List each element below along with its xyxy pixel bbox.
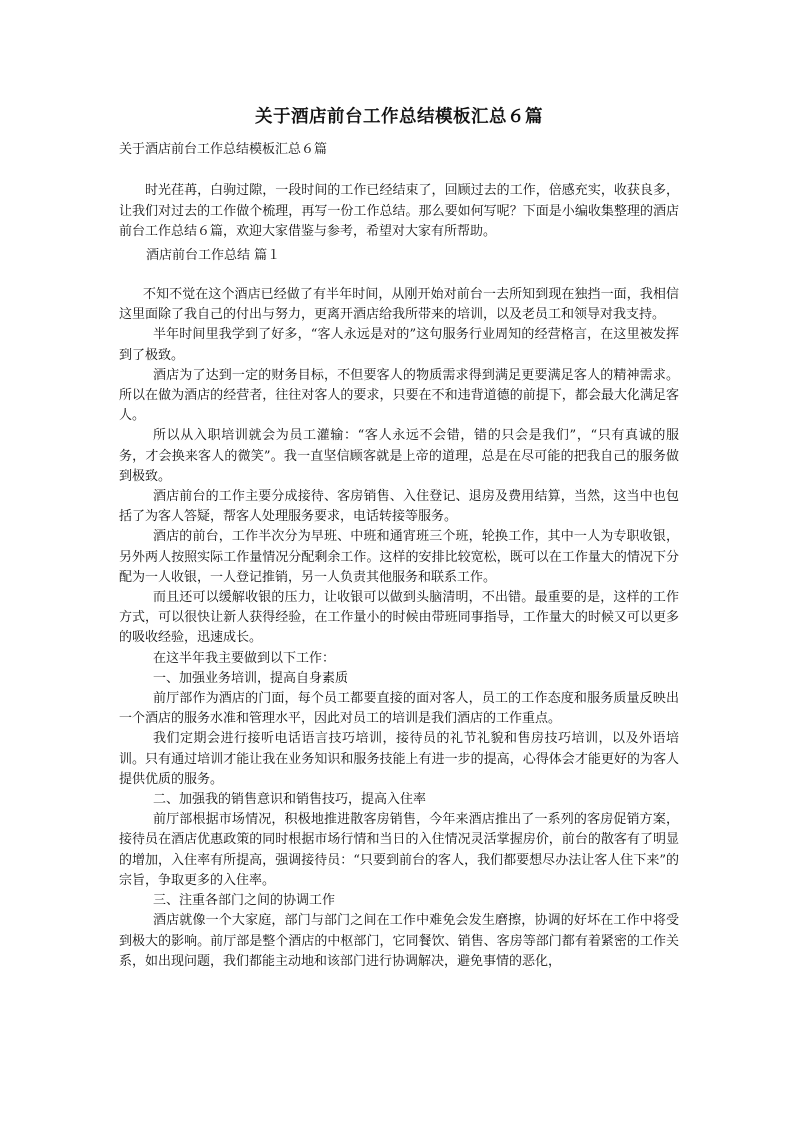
body-paragraph: 半年时间里我学到了好多，“客人永远是对的”这句服务行业周知的经营格言，在这里被发挥到了极致。 bbox=[119, 327, 679, 363]
body-paragraph: 酒店就像一个大家庭，部门与部门之间在工作中难免会发生磨擦，协调的好坏在工作中将受到极大的影响。前厅部是整个酒店的中枢部门，它同餐饮、销售、客房等部门都有着紧密的工作关系，如出现问题，我们都能主动地和该部门进行协调解决，避免事情的恶化， bbox=[119, 913, 679, 969]
document-title: 关于酒店前台工作总结模板汇总６篇 bbox=[255, 107, 543, 127]
body-paragraph: 而且还可以缓解收银的压力，让收银可以做到头脑清明，不出错。最重要的是，这样的工作方式，可以很快让新人获得经验，在工作量小的时候由带班同事指导，工作量大的时候又可以更多的吸收经验，迅速成长。 bbox=[119, 590, 679, 646]
subsection-heading: 一、加强业务培训，提高自身素质 bbox=[153, 670, 349, 686]
body-paragraph: 酒店为了达到一定的财务目标，不但要客人的物质需求得到满足更要满足客人的精神需求。所以在做为酒店的经营者，往往对客人的要求，只要在不和违背道德的前提下，都会最大化满足客人。 bbox=[119, 367, 679, 424]
body-paragraph: 在这半年我主要做到以下工作： bbox=[153, 650, 336, 666]
document-body bbox=[119, 285, 679, 972]
body-paragraph: 前厅部根据市场情况，积极地推进散客房销售，今年来酒店推出了一系列的客房促销方案，接待员在酒店优惠政策的同时根据市场行情和当日的入住情况灵活掌握房价，前台的散客有了明显的增加，入住率有所提高，强调接待员：“只要到前台的客人，我们都要想尽办法让客人住下来”的宗旨，争取更多的入住率。 bbox=[119, 812, 679, 888]
subsection-heading: 三、注重各部门之间的协调工作 bbox=[153, 893, 336, 909]
body-paragraph: 酒店前台的工作主要分成接待、客房销售、入住登记、退房及费用结算，当然，这当中也包括了为客人答疑，帮客人处理服务要求，电话转接等服务。 bbox=[119, 489, 679, 525]
body-paragraph: 前厅部作为酒店的门面，每个员工都要直接的面对客人，员工的工作态度和服务质量反映出一个酒店的服务水准和管理水平，因此对员工的培训是我们酒店的工作重点。 bbox=[119, 691, 679, 727]
body-paragraph: 所以从入职培训就会为员工灌输：“客人永远不会错，错的只会是我们”，“只有真诚的服务，才会换来客人的微笑”。我一直坚信顾客就是上帝的道理，总是在尽可能的把我自己的服务做到极致。 bbox=[119, 428, 679, 484]
body-paragraph: 我们定期会进行接听电话语言技巧培训，接待员的礼节礼貌和售房技巧培训，以及外语培训。只有通过培训才能让我在业务知识和服务技能上有进一步的提高，心得体会才能更好的为客人提供优质的服务。 bbox=[119, 731, 679, 787]
document-subtitle: 关于酒店前台工作总结模板汇总６篇 bbox=[119, 142, 328, 157]
body-paragraph: 不知不觉在这个酒店已经做了有半年时间，从刚开始对前台一去所知到现在独挡一面，我相信这里面除了我自己的付出与努力，更离开酒店给我所带来的培训，以及老员工和领导对我支持。 bbox=[119, 287, 679, 323]
subsection-heading: 二、加强我的销售意识和销售技巧，提高入住率 bbox=[153, 792, 427, 808]
section-heading: 酒店前台工作总结 篇１ bbox=[146, 248, 281, 263]
body-paragraph: 酒店的前台，工作半次分为早班、中班和通宵班三个班，轮换工作，其中一人为专职收银，另外两人按照实际工作量情况分配剩余工作。这样的安排比较宽松，既可以在工作量大的情况下分配为一人收银，一人登记推销，另一人负责其他服务和联系工作。 bbox=[119, 529, 679, 585]
document-page bbox=[119, 0, 679, 1123]
intro-paragraph: 时光荏苒，白驹过隙，一段时间的工作已经结束了，回顾过去的工作，倍感充实，收获良多，让我们对过去的工作做个梳理，再写一份工作总结。那么要如何写呢？下面是小编收集整理的酒店前台工作总结６篇，欢迎大家借鉴与参考，希望对大家有所帮助。 bbox=[119, 183, 679, 239]
